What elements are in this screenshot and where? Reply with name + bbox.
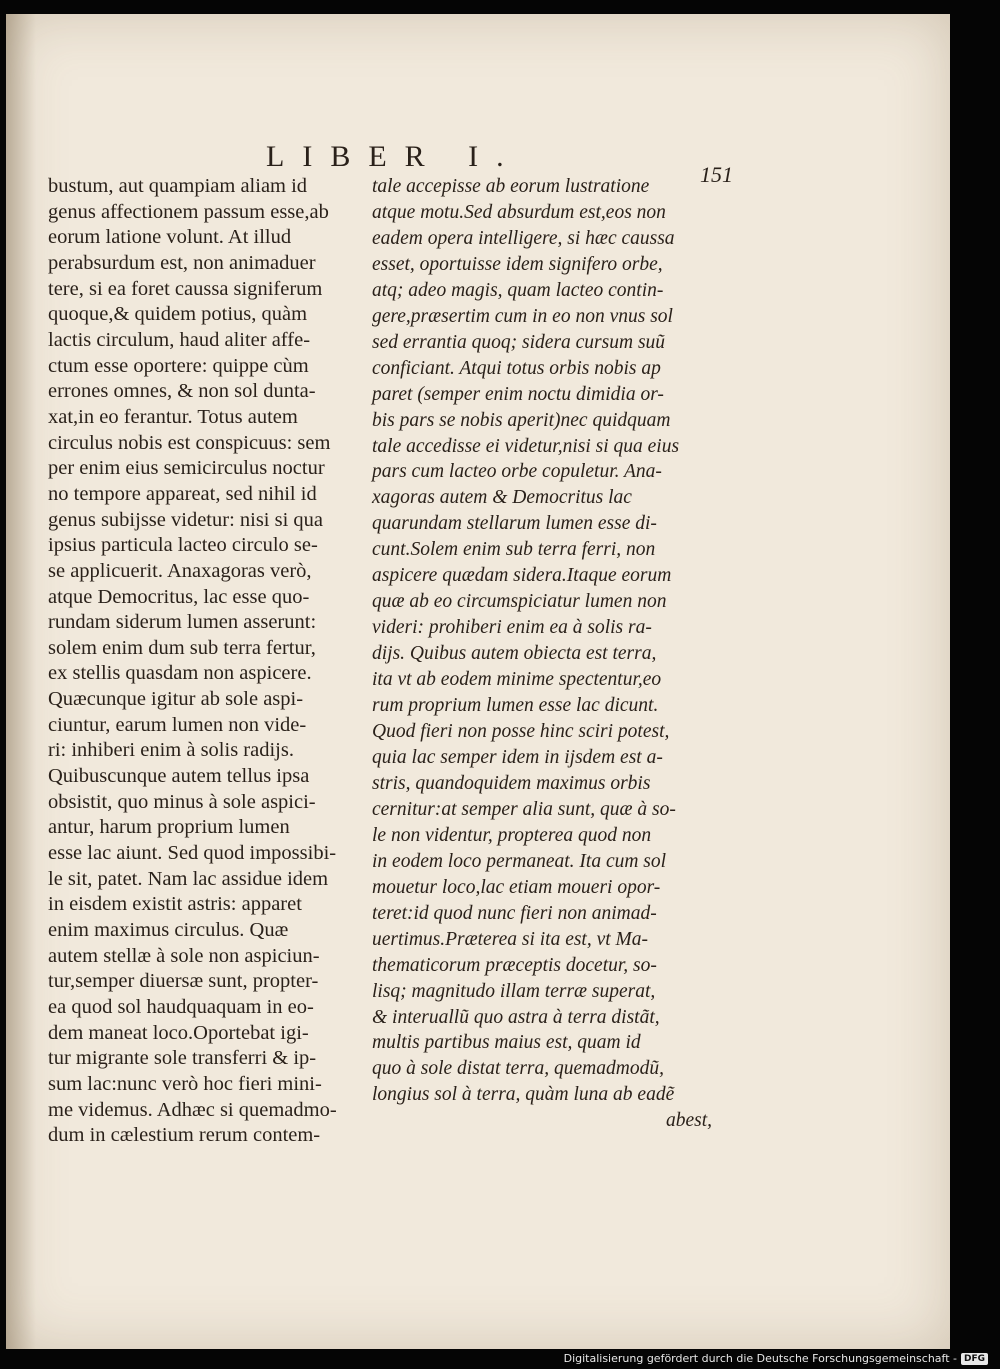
text-line: errones omnes, & non sol dunta-	[48, 380, 316, 403]
text-line: esset, oportuisse idem signifero orbe,	[372, 253, 663, 275]
text-line: xagoras autem & Democritus lac	[372, 487, 632, 509]
text-line: quæ ab eo circumspiciatur lumen non	[372, 591, 667, 613]
text-line: ri: inhiberi enim à solis radijs.	[48, 739, 294, 762]
right-column	[372, 174, 712, 1134]
text-line: tur,semper diuersæ sunt, propter-	[48, 970, 319, 993]
text-line: atq; adeo magis, quam lacteo contin-	[372, 279, 664, 301]
text-line: dem maneat loco.Oportebat igi-	[48, 1021, 309, 1044]
text-line: le sit, patet. Nam lac assidue idem	[48, 867, 329, 890]
book-page	[6, 14, 950, 1349]
text-line: & interuallũ quo astra à terra distãt,	[372, 1006, 660, 1028]
text-line: sed errantia quoq; sidera cursum suũ	[372, 331, 666, 353]
text-line: Quæcunque igitur ab sole aspi-	[48, 688, 304, 711]
text-line: atque Democritus, lac esse quo-	[48, 585, 310, 608]
text-line: tur migrante sole transferri & ip-	[48, 1047, 317, 1070]
text-line: lactis circulum, haud aliter affe-	[48, 328, 311, 351]
text-line: quoque,& quidem potius, quàm	[48, 303, 308, 326]
text-line: gere,præsertim cum in eo non vnus sol	[372, 305, 673, 327]
text-line: rum proprium lumen esse lac dicunt.	[372, 695, 659, 717]
text-line: genus subijsse videtur: nisi si qua	[48, 508, 324, 531]
text-line: se applicuerit. Anaxagoras verò,	[48, 559, 312, 582]
text-line: stris, quandoquidem maximus orbis	[372, 772, 651, 794]
text-line: mouetur loco,lac etiam moueri opor-	[372, 876, 661, 898]
text-line: eadem opera intelligere, si hæc caussa	[372, 227, 675, 249]
text-line: tale accedisse ei videtur,nisi si qua eius	[372, 435, 680, 457]
page-gutter-shadow	[6, 14, 36, 1349]
text-line: cunt.Solem enim sub terra ferri, non	[372, 539, 656, 561]
text-line: pars cum lacteo orbe copuletur. Ana-	[372, 461, 662, 483]
text-line: quia lac semper idem in ijsdem est a-	[372, 746, 663, 768]
text-line: genus affectionem passum esse,ab	[48, 200, 329, 223]
footer-text: Digitalisierung gefördert durch die Deutsche Forschungsgemeinschaft -	[563, 1352, 957, 1365]
text-line: rundam siderum lumen asserunt:	[48, 611, 317, 634]
text-line: solem enim dum sub terra fertur,	[48, 636, 316, 659]
left-column	[48, 174, 364, 1149]
text-line: dum in cælestium rerum contem-	[48, 1124, 321, 1147]
text-line: lisq; magnitudo illam terræ superat,	[372, 980, 656, 1002]
text-line: bis pars se nobis aperit)nec quidquam	[372, 409, 671, 431]
text-line: circulus nobis est conspicuus: sem	[48, 431, 331, 454]
text-line: quarundam stellarum lumen esse di-	[372, 513, 657, 535]
text-line: perabsurdum est, non animaduer	[48, 251, 316, 274]
text-line: esse lac aiunt. Sed quod impossibi-	[48, 842, 337, 865]
text-line: per enim eius semicirculus noctur	[48, 457, 325, 480]
text-line: antur, harum proprium lumen	[48, 816, 290, 839]
text-line: sum lac:nunc verò hoc fieri mini-	[48, 1072, 322, 1095]
text-line: multis partibus maius est, quam id	[372, 1032, 641, 1054]
text-line: ciuntur, earum lumen non vide-	[48, 713, 307, 736]
text-line: xat,in eo ferantur. Totus autem	[48, 405, 298, 428]
text-line: teret:id quod nunc fieri non animad-	[372, 902, 657, 924]
footer-credit	[564, 1352, 988, 1365]
text-line: ipsius particula lacteo circulo se-	[48, 534, 318, 557]
text-line: cernitur:at semper alia sunt, quæ à so-	[372, 798, 676, 820]
text-line: enim maximus circulus. Quæ	[48, 919, 289, 942]
text-line: conficiant. Atqui totus orbis nobis ap	[372, 357, 661, 379]
text-line: bustum, aut quampiam aliam id	[48, 175, 308, 197]
text-line: uertimus.Præterea si ita est, vt Ma-	[372, 928, 649, 950]
text-line: in eodem loco permaneat. Ita cum sol	[372, 850, 667, 872]
text-line: autem stellæ à sole non aspiciun-	[48, 944, 320, 967]
dfg-logo-icon: DFG	[961, 1353, 988, 1365]
text-line: videri: prohiberi enim ea à solis ra-	[372, 617, 652, 639]
text-line: ita vt ab eodem minime spectentur,eo	[372, 669, 662, 691]
text-line: ctum esse oportere: quippe cùm	[48, 354, 309, 377]
text-line: thematicorum præceptis docetur, so-	[372, 954, 657, 976]
text-line: in eisdem existit astris: apparet	[48, 893, 302, 916]
text-line: le non videntur, propterea quod non	[372, 824, 652, 846]
text-line: me videmus. Adhæc si quemadmo-	[48, 1098, 337, 1121]
text-line: quo à sole distat terra, quemadmodũ,	[372, 1058, 664, 1080]
text-line: dijs. Quibus autem obiecta est terra,	[372, 643, 657, 665]
folio-number: 151	[700, 162, 733, 187]
text-line: atque motu.Sed absurdum est,eos non	[372, 201, 666, 223]
text-line: obsistit, quo minus à sole aspici-	[48, 790, 316, 813]
text-line: paret (semper enim noctu dimidia or-	[372, 383, 664, 405]
text-line: tere, si ea foret caussa signiferum	[48, 277, 323, 300]
text-line: Quibuscunque autem tellus ipsa	[48, 765, 310, 788]
running-title: LIBER I.	[266, 140, 522, 173]
text-line: eorum latione volunt. At illud	[48, 226, 292, 249]
text-line: abest,	[665, 1110, 712, 1132]
text-line: aspicere quædam sidera.Itaque eorum	[372, 565, 672, 587]
text-line: longius sol à terra, quàm luna ab eadẽ	[372, 1084, 675, 1106]
text-line: tale accepisse ab eorum lustratione	[372, 176, 650, 197]
text-line: Quod fieri non posse hinc sciri potest,	[372, 721, 670, 743]
text-line: no tempore appareat, sed nihil id	[48, 482, 317, 505]
text-line: ea quod sol haudquaquam in eo-	[48, 996, 314, 1018]
text-line: ex stellis quasdam non aspicere.	[48, 662, 312, 685]
